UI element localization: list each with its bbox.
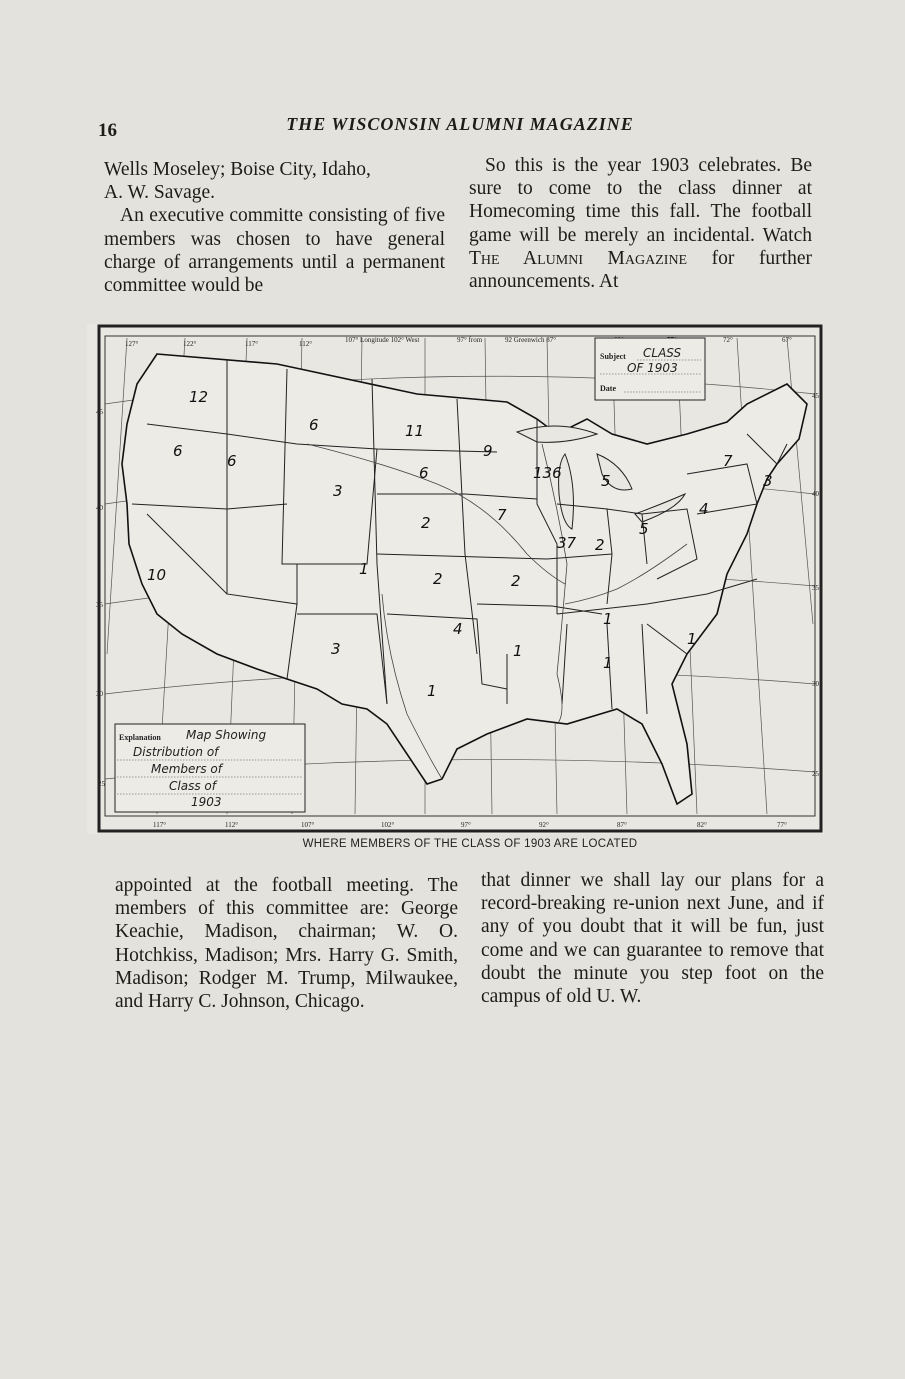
state-count: 2 (421, 514, 431, 532)
paragraph: that dinner we shall lay our plans for a record-breaking re-union next June, and if any of you doubt that it will be fun, just come and we can guarantee to remove that doubt the minute you step foot on the campus of old U. W. (481, 870, 824, 1008)
longitude-label: 122° (183, 340, 197, 348)
explanation-box (115, 724, 305, 812)
longitude-label: 107° Longitude 102° West (345, 336, 420, 344)
state-count: 1 (427, 682, 437, 700)
longitude-label: 92 Greenwich 87° (505, 336, 557, 344)
explanation-line: Map Showing (186, 728, 267, 742)
state-count: 4 (699, 500, 709, 518)
state-count: 136 (533, 464, 562, 482)
date-label: Date (600, 384, 616, 393)
state-count: 11 (405, 422, 425, 440)
explanation-line: Distribution of (133, 745, 219, 759)
latitude-label: 45 (96, 408, 103, 416)
longitude-label: 97° from (457, 336, 483, 344)
state-count: 10 (147, 566, 167, 584)
longitude-label: 67° (782, 336, 792, 344)
latitude-label: 25 (98, 780, 105, 788)
latitude-label: 40 (96, 504, 103, 512)
state-count: 7 (723, 452, 733, 470)
us-map (87, 324, 824, 834)
text-run: So this is the year 1903 celebrates. Be sure to come to the class dinner at Homecoming time this fall. The football game will be merely an incidental. Watch (469, 155, 812, 246)
map-caption: WHERE MEMBERS OF THE CLASS OF 1903 ARE LOCATED (302, 838, 638, 850)
state-count: 7 (497, 506, 507, 524)
latitude-label: 45 (812, 392, 819, 400)
paragraph (469, 154, 812, 293)
state-count: 1 (603, 610, 613, 628)
running-head: THE WISCONSIN ALUMNI MAGAZINE (286, 114, 634, 134)
us-map-figure (87, 324, 824, 834)
state-count: 37 (557, 534, 577, 552)
magazine-name-smallcaps: The Alumni Magazine (469, 247, 688, 269)
explanation-line: Members of (151, 762, 222, 776)
state-count: 2 (511, 572, 521, 590)
state-count: 2 (433, 570, 443, 588)
longitude-label: 77° (777, 821, 787, 829)
top-left-column (104, 158, 445, 297)
state-count: 3 (331, 640, 341, 658)
paragraph: An executive committe consisting of five members was chosen to have general charge of arrangements until a permanent committee would be (104, 205, 445, 297)
subject-value: OF 1903 (627, 361, 678, 375)
longitude-label: 117° (153, 821, 167, 829)
longitude-label: 107° (301, 821, 315, 829)
state-count: 6 (309, 416, 319, 434)
state-count: 12 (189, 388, 209, 406)
state-count: 3 (333, 482, 343, 500)
latitude-label: 40 (812, 490, 819, 498)
paragraph: appointed at the football meeting. The members of this committee are: George Keachie, Madison, chairman; W. O. Hotchkiss, Madison; Mrs. Harry G. Smith, Madison; Rodger M. Trump, Milwaukee, and Harry C. Johnson, Chicago. (115, 875, 458, 1013)
text-line: A. W. Savage. (104, 182, 216, 204)
state-count: 2 (595, 536, 605, 554)
longitude-label: 72° (723, 336, 733, 344)
state-count: 6 (173, 442, 183, 460)
explanation-line: 1903 (191, 795, 222, 809)
state-count: 3 (763, 472, 773, 490)
longitude-label: 127° (125, 340, 139, 348)
state-count: 9 (483, 442, 493, 460)
longitude-label: 82° (697, 821, 707, 829)
top-right-column (469, 154, 812, 293)
text-line: Wells Moseley; Boise City, Idaho, (104, 159, 371, 180)
state-count: 5 (639, 520, 649, 538)
state-count: 1 (359, 560, 369, 578)
state-count: 4 (453, 620, 463, 638)
state-count: 5 (601, 472, 611, 490)
longitude-label: 92° (539, 821, 549, 829)
latitude-label: 30 (812, 680, 819, 688)
subject-value: CLASS (643, 346, 682, 360)
explanation-label: Explanation (119, 733, 161, 742)
state-count: 1 (687, 630, 697, 648)
state-count: 6 (419, 464, 429, 482)
latitude-label: 35 (812, 584, 819, 592)
latitude-label: 30 (96, 690, 103, 698)
bottom-right-column (481, 869, 824, 1008)
text-run: for further announcements. At (469, 247, 812, 293)
longitude-label: 117° (245, 340, 259, 348)
state-count: 1 (513, 642, 523, 660)
page-number: 16 (98, 120, 117, 141)
longitude-label: 97° (461, 821, 471, 829)
explanation-line: Class of (169, 779, 216, 793)
longitude-label: 112° (299, 340, 313, 348)
longitude-label: 87° (617, 821, 627, 829)
state-count: 6 (227, 452, 237, 470)
state-count: 1 (603, 654, 613, 672)
longitude-label: 112° (225, 821, 239, 829)
longitude-label: 102° (381, 821, 395, 829)
latitude-label: 25 (812, 770, 819, 778)
bottom-left-column (115, 874, 458, 1013)
subject-label: Subject (600, 352, 626, 361)
subject-box (595, 338, 705, 400)
latitude-label: 35 (96, 601, 103, 609)
